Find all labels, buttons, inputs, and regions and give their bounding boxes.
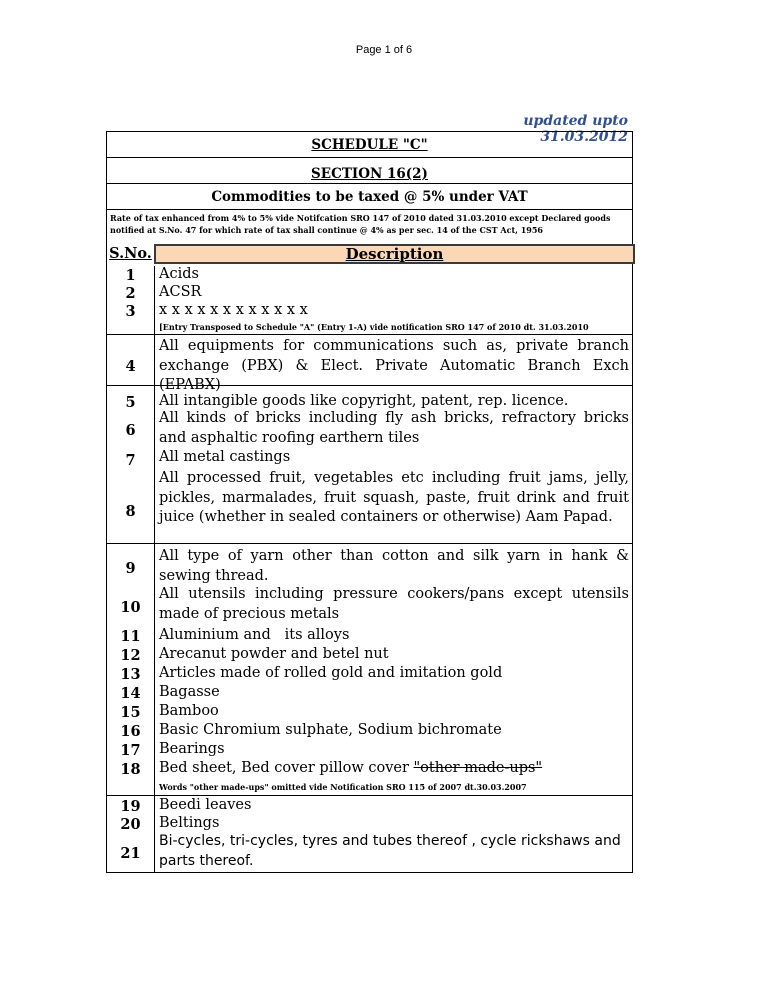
table-row: 9 All type of yarn other than cotton and silk yarn in hank & sewing thread. (125, 548, 629, 584)
page-header: Page 1 of 6 (355, 44, 413, 56)
entry-note: [Entry Transposed to Schedule "A" (Entry 1-A) vide notification SRO 147 of 2010 dt. 31.03.2010 (159, 322, 589, 332)
commodities-title: Commodities to be taxed @ 5% under VAT (107, 184, 632, 210)
table-row: 2 ACSR (125, 284, 202, 302)
table-row: 15 Bamboo (120, 703, 219, 721)
table-row: 20 Beltings (120, 815, 220, 833)
table-row: 21 Bi-cycles, tri-cycles, tyres and tubes thereof , cycle rickshaws and parts thereof. (120, 833, 621, 869)
table-row: 14 Bagasse (120, 684, 220, 702)
entry-note: Words "other made-ups" omitted vide Notification SRO 115 of 2007 dt.30.03.2007 (159, 782, 527, 792)
table-row: 6 All kinds of bricks including fly ash bricks, refractory bricks and asphaltic roofing earthern tiles (125, 410, 629, 446)
table-row: 12 Arecanut powder and betel nut (120, 646, 389, 664)
table-row: 1 Acids (125, 266, 199, 284)
column-header-sno: S.No. (109, 245, 152, 262)
table-row: 13 Articles made of rolled gold and imitation gold (120, 665, 503, 683)
schedule-table (106, 131, 633, 873)
table-row: 16 Basic Chromium sulphate, Sodium bichromate (120, 722, 502, 740)
table-row: 7 All metal castings (125, 449, 291, 469)
updated-date: updated upto 31.03.2012 (523, 113, 628, 145)
struck-text: "other made-ups" (413, 760, 543, 776)
table-row: 5 All intangible goods like copyright, patent, rep. licence. (125, 393, 569, 411)
table-row: 8 All processed fruit, vegetables etc including fruit jams, jelly, pickles, marmalades, fruit squash, paste, fruit drink and fruit juice (whether in sealed containers or otherwise) Aam Papad. (107, 470, 632, 544)
table-row: 18 Bed sheet, Bed cover pillow cover "other made-ups" Words "other made-ups" omitted vide Notification SRO 115 of 2007 dt.30.03.2007 (107, 760, 632, 796)
schedule-title: SCHEDULE "C" (107, 132, 632, 158)
table-row: 19 Beedi leaves (120, 797, 252, 815)
table-row: 4 All equipments for communications such as, private branch exchange (PBX) & Elect. Private Automatic Branch Exch (EPABX) (107, 334, 632, 386)
rate-note: Rate of tax enhanced from 4% to 5% vide Notifcation SRO 147 of 2010 dated 31.03.2010 except Declared goods notified at S.No. 47 for which rate of tax shall continue @ 4% as per sec. 14 of the CST Act, 1956 (110, 213, 611, 235)
table-row: 17 Bearings (120, 741, 225, 759)
column-header-description: Description (154, 244, 635, 264)
table-row: 3 x x x x x x x x x x x x [Entry Transposed to Schedule "A" (Entry 1-A) vide notification SRO 147 of 2010 dt. 31.03.2010 (107, 302, 632, 335)
table-row: 11 Aluminium and its alloys (120, 627, 350, 645)
section-title: SECTION 16(2) (107, 158, 632, 184)
table-row: 10 All utensils including pressure cookers/pans except utensils made of precious metals (120, 586, 629, 622)
